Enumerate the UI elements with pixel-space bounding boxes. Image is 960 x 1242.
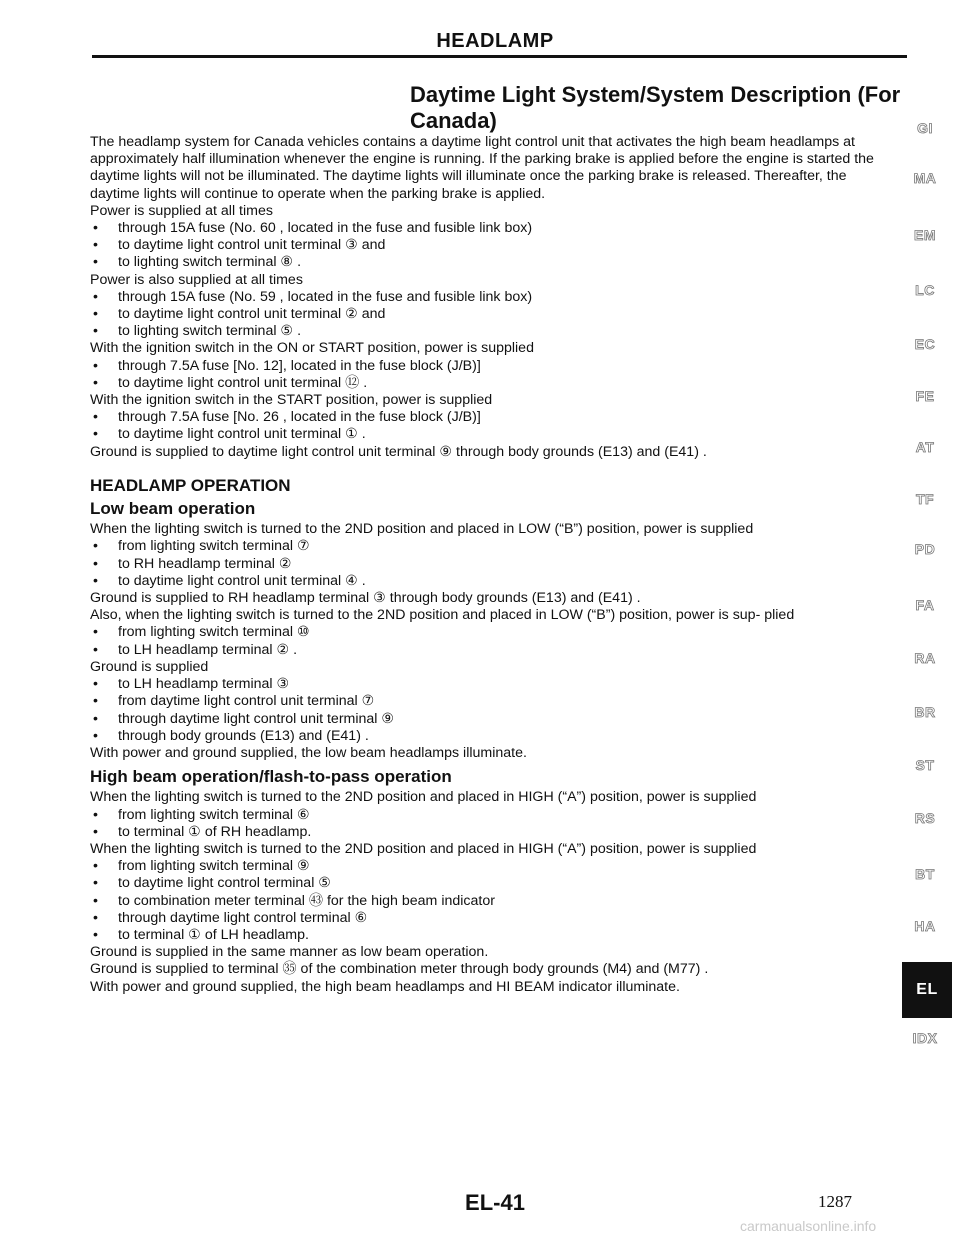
list-item: • from lighting switch terminal ⑨ xyxy=(90,858,900,875)
list-item: • from daytime light control unit terminal ⑦ xyxy=(90,693,900,710)
low-beam-line-2: Also, when the lighting switch is turned to the 2ND position and placed in LOW (“B”) position, power is sup- plied xyxy=(90,607,795,624)
tab-el[interactable]: EL xyxy=(902,962,952,1018)
list-item: • through 7.5A fuse [No. 12], located in the fuse block (J/B)] xyxy=(90,358,900,375)
list-item: • to terminal ① of RH headlamp. xyxy=(90,824,900,841)
page-header-title: HEADLAMP xyxy=(436,30,554,52)
list-item: • to lighting switch terminal ⑧ . xyxy=(90,254,900,271)
tab-ma[interactable]: MA xyxy=(913,170,937,186)
list-item: • to daytime light control unit terminal ③ and xyxy=(90,237,900,254)
operation-heading: HEADLAMP OPERATION xyxy=(90,475,291,495)
document-body xyxy=(90,134,900,996)
list-item: • to LH headlamp terminal ③ xyxy=(90,676,900,693)
tab-bt[interactable]: BT xyxy=(915,866,935,882)
low-beam-ground-1: Ground is supplied to RH headlamp terminal ③ through body grounds (E13) and (E41) . xyxy=(90,590,641,607)
high-beam-summary: With power and ground supplied, the high beam headlamps and HI BEAM indicator illuminate. xyxy=(90,978,680,995)
watermark: carmanualsonline.info xyxy=(740,1218,877,1234)
list-item: • through body grounds (E13) and (E41) . xyxy=(90,728,900,745)
list-item: • to LH headlamp terminal ② . xyxy=(90,642,900,659)
list-item: • through 15A fuse (No. 59 , located in the fuse and fusible link box) xyxy=(90,289,900,306)
tab-pd[interactable]: PD xyxy=(914,541,936,557)
power-heading-4: With the ignition switch in the START position, power is supplied xyxy=(90,392,493,409)
tab-st[interactable]: ST xyxy=(915,757,935,773)
high-beam-heading: High beam operation/flash-to-pass operation xyxy=(90,767,452,787)
tab-lc[interactable]: LC xyxy=(915,282,935,298)
high-beam-line-1: When the lighting switch is turned to the 2ND position and placed in HIGH (“A”) position, power is supplied xyxy=(90,789,757,806)
tab-br[interactable]: BR xyxy=(914,704,936,720)
list-item: • to lighting switch terminal ⑤ . xyxy=(90,323,900,340)
tab-ha[interactable]: HA xyxy=(914,918,936,934)
tab-ra[interactable]: RA xyxy=(914,650,936,666)
list-item: • from lighting switch terminal ⑩ xyxy=(90,624,900,641)
section-title: Daytime Light System/System Description (For Canada) xyxy=(410,82,901,133)
tab-fa[interactable]: FA xyxy=(915,597,935,613)
power-heading-1: Power is supplied at all times xyxy=(90,202,273,219)
list-item: • to daytime light control unit terminal ② and xyxy=(90,306,900,323)
tab-em[interactable]: EM xyxy=(914,227,936,243)
list-item: • through 15A fuse (No. 60 , located in the fuse and fusible link box) xyxy=(90,220,900,237)
low-beam-summary: With power and ground supplied, the low beam headlamps illuminate. xyxy=(90,744,527,761)
low-beam-line-1: When the lighting switch is turned to the 2ND position and placed in LOW (“B”) position, power is supplied xyxy=(90,521,754,538)
header-rule xyxy=(92,55,907,58)
page-sequence-number: 1287 xyxy=(818,1192,852,1211)
power-heading-3: With the ignition switch in the ON or START position, power is supplied xyxy=(90,340,534,357)
tab-tf[interactable]: TF xyxy=(915,491,935,507)
list-item: • from lighting switch terminal ⑥ xyxy=(90,807,900,824)
power-heading-2: Power is also supplied at all times xyxy=(90,271,303,288)
low-beam-heading: Low beam operation xyxy=(90,499,256,519)
list-item: • to daytime light control unit terminal ① . xyxy=(90,426,900,443)
low-beam-ground-2-heading: Ground is supplied xyxy=(90,658,209,675)
list-item: • through daytime light control terminal ⑥ xyxy=(90,910,900,927)
list-item: • to daytime light control unit terminal ④ . xyxy=(90,573,900,590)
tab-idx[interactable]: IDX xyxy=(912,1030,938,1046)
tab-gi[interactable]: GI xyxy=(917,120,933,136)
high-beam-ground-2: Ground is supplied to terminal ㉟ of the combination meter through body grounds (M4) and (M77) . xyxy=(90,961,709,978)
tab-at[interactable]: AT xyxy=(915,439,935,455)
list-item: • from lighting switch terminal ⑦ xyxy=(90,538,900,555)
tab-fe[interactable]: FE xyxy=(915,388,935,404)
list-item: • to terminal ① of LH headlamp. xyxy=(90,927,900,944)
high-beam-line-2: When the lighting switch is turned to the 2ND position and placed in HIGH (“A”) position, power is supplied xyxy=(90,840,757,857)
high-beam-ground-1: Ground is supplied in the same manner as low beam operation. xyxy=(90,944,489,961)
page-number: EL-41 xyxy=(465,1190,525,1215)
list-item: • to combination meter terminal ㊸ for the high beam indicator xyxy=(90,893,900,910)
list-item: • through 7.5A fuse [No. 26 , located in the fuse block (J/B)] xyxy=(90,409,900,426)
intro-paragraph: The headlamp system for Canada vehicles contains a daytime light control unit that activates the high beam headlamps at approximately half illumination whenever the engine is running. If the parking brake is applied before the engine is started the daytime lights will not be illuminated. The daytime lights will illuminate once the parking brake is released. Thereafter, the daytime lights will continue to operate when the parking brake is applied. xyxy=(90,134,874,202)
list-item: • to daytime light control unit terminal ⑫ . xyxy=(90,375,900,392)
list-item: • to RH headlamp terminal ② xyxy=(90,556,900,573)
tab-rs[interactable]: RS xyxy=(914,810,936,826)
tab-ec[interactable]: EC xyxy=(914,336,936,352)
ground-line: Ground is supplied to daytime light control unit terminal ⑨ through body grounds (E13) and (E41) . xyxy=(90,443,707,460)
list-item: • through daytime light control unit terminal ⑨ xyxy=(90,711,900,728)
list-item: • to daytime light control terminal ⑤ xyxy=(90,875,900,892)
